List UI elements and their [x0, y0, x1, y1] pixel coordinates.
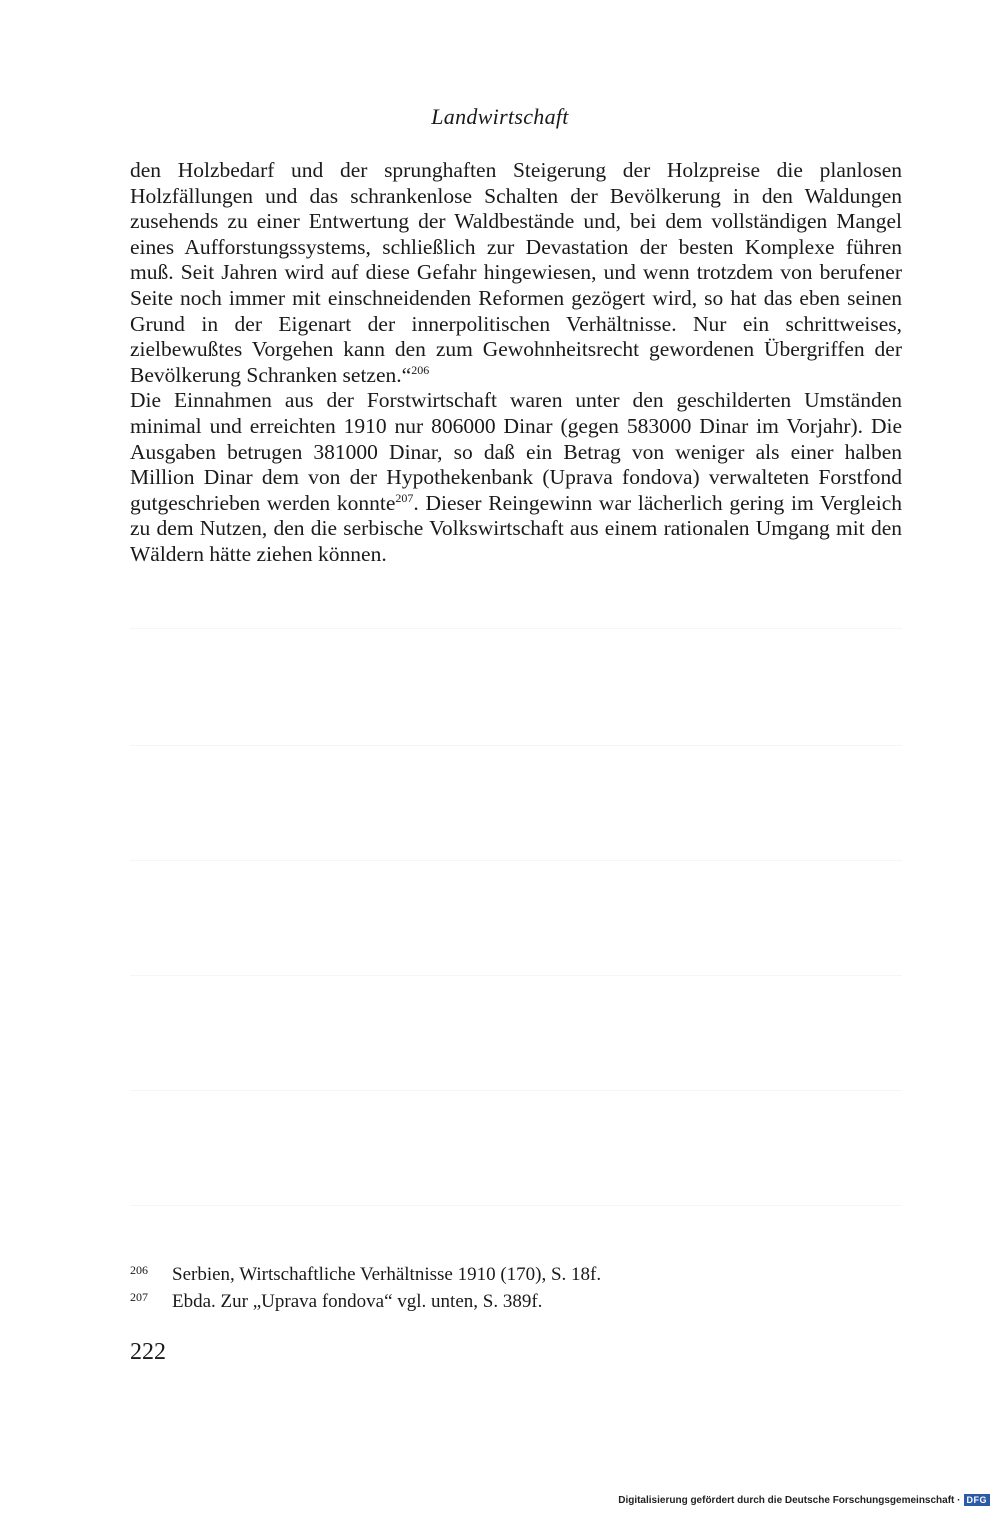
- paragraph-continued: [130, 158, 902, 388]
- dfg-logo-icon: DFG: [964, 1494, 991, 1506]
- bleed-through-line: [130, 745, 902, 746]
- footnote-number: 206: [130, 1263, 148, 1277]
- footnote-ref-206: 206: [411, 362, 430, 377]
- bleed-through-line: [130, 860, 902, 861]
- bleed-through-line: [130, 1090, 902, 1091]
- footnote-text: Ebda. Zur „Uprava fondova“ vgl. unten, S. 389f.: [172, 1291, 543, 1312]
- footnote-number: 207: [130, 1290, 148, 1304]
- footnote-ref-207: 207: [395, 490, 414, 505]
- paragraph-1-text: den Holzbedarf und der sprunghaften Steigerung der Holzpreise die planlosen Holzfällungen und das schrankenlose Schalten der Bevölkerung in den Waldungen zusehends zu einer Entwertung der Waldbestände und, bei dem vollständigen Mangel eines Aufforstungssystems, schließlich zur Devastation der besten Komplexe führen muß. Seit Jahren wird auf diese Gefahr hingewiesen, und wenn trotzdem von berufener Seite noch immer mit einschneidenden Reformen gezögert wird, so hat das eben seinen Grund in der Eigenart der innerpolitischen Verhältnisse. Nur ein schrittweises, zielbewußtes Vorgehen kann den zum Gewohnheitsrecht gewordenen Übergriffen der Bevölkerung Schranken setzen.“: [130, 158, 902, 387]
- body-text: [130, 158, 902, 568]
- bleed-through-line: [130, 975, 902, 976]
- credit-text: Digitalisierung gefördert durch die Deutsche Forschungsgemeinschaft ·: [618, 1494, 961, 1506]
- bleed-through-line: [130, 628, 902, 629]
- footnotes: [130, 1262, 902, 1316]
- paragraph-2b-text: . Dieser Reingewinn war lächerlich gering im Vergleich zu dem Nutzen, den die serbische Volkswirtschaft aus einem rationalen Umgang mit den Wäldern hätte ziehen können.: [130, 490, 902, 566]
- paragraph-2a-text: Die Einnahmen aus der Forstwirtschaft waren unter den geschilderten Umständen minimal und erreichten 1910 nur 806000 Dinar (gegen 583000 Dinar im Vorjahr). Die Ausgaben betrugen 381000 Dinar, so daß ein Betrag von weniger als einer halben Million Dinar dem von der Hypothekenbank (Uprava fondova) verwalteten Forstfond gutgeschrieben werden konnte: [130, 388, 902, 515]
- footnote-text: Serbien, Wirtschaftliche Verhältnisse 1910 (170), S. 18f.: [172, 1264, 602, 1285]
- page-number: 222: [130, 1339, 166, 1365]
- paragraph-forestry-income: [130, 388, 902, 567]
- footnote-206: [130, 1262, 902, 1289]
- bleed-through-line: [130, 1205, 902, 1206]
- footnote-207: [130, 1289, 902, 1316]
- digitization-credit: [618, 1494, 990, 1506]
- running-head: Landwirtschaft: [431, 104, 569, 129]
